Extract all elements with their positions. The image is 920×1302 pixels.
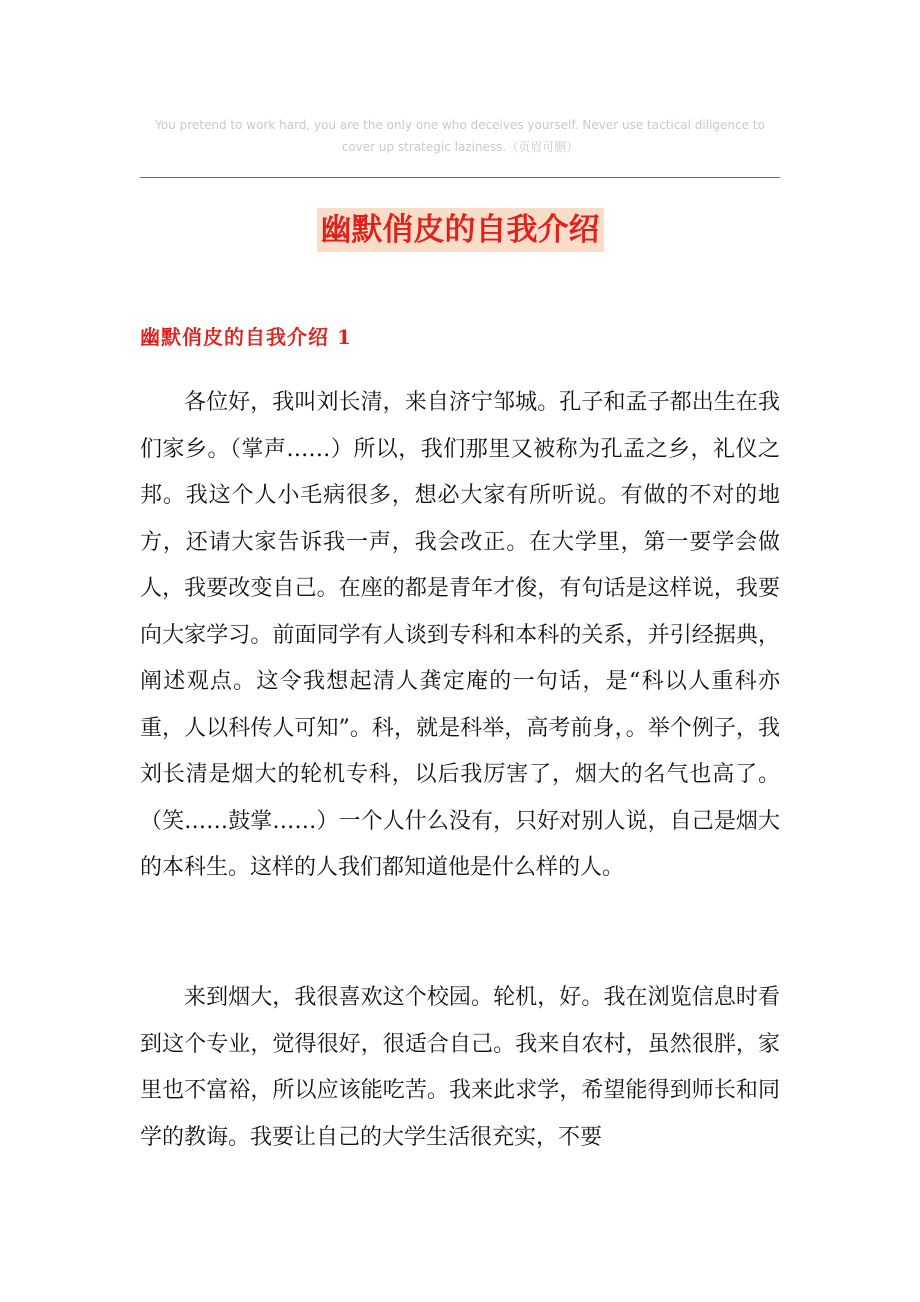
document-title: 幽默俏皮的自我介绍 (317, 208, 604, 252)
page-header-note: You pretend to work hard, you are the only one who deceives yourself. Never use tactical diligence to cover up strategic laziness.（页眉可删） (155, 118, 765, 154)
body-paragraph-2: 来到烟大，我很喜欢这个校园。轮机，好。我在浏览信息时看到这个专业，觉得很好，很适合自己。我来自农村，虽然很胖，家里也不富裕，所以应该能吃苦。我来此求学，希望能得到师长和同学的教诲。我要让自己的大学生活很充实，不要 (140, 985, 780, 1150)
body-paragraph-1: 各位好，我叫刘长清，来自济宁邹城。孔子和孟子都出生在我们家乡。（掌声……）所以，我们那里又被称为孔孟之乡，礼仪之邦。我这个人小毛病很多，想必大家有所听说。有做的不对的地方，还请大家告诉我一声，我会改正。在大学里，第一要学会做人，我要改变自己。在座的都是青年才俊，有句话是这样说，我要向大家学习。前面同学有人谈到专科和本科的关系，并引经据典，阐述观点。这令我想起清人龚定庵的一句话，是“科以人重科亦重，人以科传人可知”。科，就是科举，高考前身，。举个例子，我刘长清是烟大的轮机专科，以后我厉害了，烟大的名气也高了。（笑……鼓掌……）一个人什么没有，只好对别人说，自己是烟大的本科生。这样的人我们都知道他是什么样的人。 (140, 390, 780, 880)
section-heading: 幽默俏皮的自我介绍 1 (140, 325, 352, 349)
header-divider (140, 177, 780, 178)
title-container (0, 208, 920, 252)
